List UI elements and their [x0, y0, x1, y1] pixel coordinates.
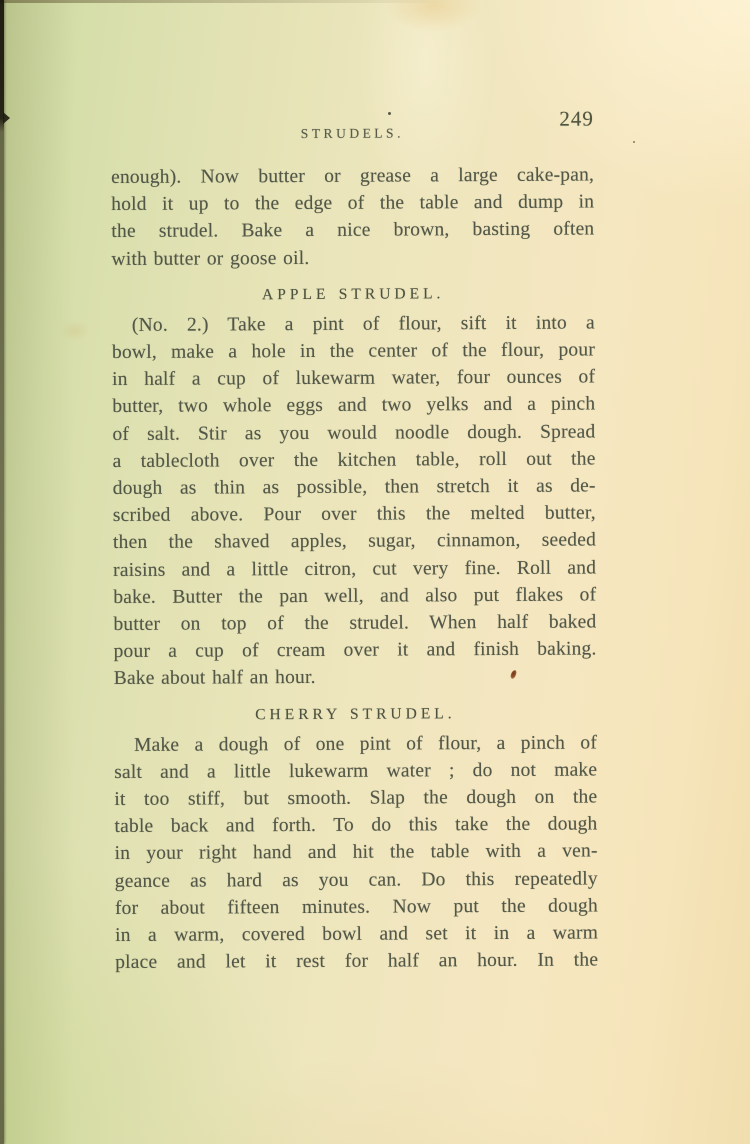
text-line: Make a dough of one pint of flour, a pinch of [134, 732, 598, 756]
text-line: dough as thin as possible, then stretch it as de- [112, 475, 596, 500]
text-line: bowl, make a hole in the center of the flour, pour [111, 339, 596, 364]
text-line: the strudel. Bake a nice brown, basting often [111, 218, 595, 243]
recipe-heading-apple-strudel: APPLE STRUDEL. [261, 285, 445, 304]
text-line: for about fifteen minutes. Now put the dough [114, 895, 598, 919]
running-header: STRUDELS. [300, 125, 404, 142]
text-line: raisins and a little citron, cut very fine. Roll and [113, 557, 597, 581]
text-line: enough). Now butter or grease a large cake-pan, [111, 164, 595, 189]
text-line: in half a cup of lukewarm water, four ounces of [112, 366, 596, 391]
text-line: table back and forth. To do this take the dough [114, 813, 598, 838]
recipe-heading-cherry-strudel: CHERRY STRUDEL. [255, 704, 456, 723]
page-header [111, 105, 594, 142]
text-line: with butter or goose oil. [111, 247, 310, 270]
text-line: Bake about half an hour. [113, 667, 316, 690]
text-line: it too stiff, but smooth. Slap the dough on the [114, 786, 598, 811]
page-top-edge-shadow [0, 0, 450, 3]
text-line: butter on top of the strudel. When half baked [113, 611, 597, 636]
paper-speck [633, 141, 635, 143]
text-line: bake. Butter the pan well, and also put flakes of [113, 584, 597, 608]
text-line: hold it up to the edge of the table and dump in [111, 191, 595, 216]
binding-edge-notch [3, 112, 10, 124]
paper-stain [60, 320, 90, 342]
text-line: then the shaved apples, sugar, cinnamon, seeded [112, 529, 597, 554]
text-line: place and let it rest for half an hour. In the [115, 949, 599, 974]
book-binding-edge [0, 0, 4, 1144]
page-number: 249 [559, 106, 594, 131]
paragraph-cherry-strudel [114, 729, 598, 976]
text-line: in your right hand and hit the table with a ven- [114, 840, 598, 865]
paragraph-apple-strudel [112, 309, 597, 692]
text-line: butter, two whole eggs and two yelks and a pinch [112, 393, 596, 418]
paragraph-intro [111, 161, 595, 272]
text-line: in a warm, covered bowl and set it in a warm [115, 922, 599, 947]
text-line: (No. 2.) Take a pint of flour, sift it into a [131, 312, 595, 336]
text-line: pour a cup of cream over it and finish baking. [113, 638, 597, 663]
text-line: of salt. Stir as you would noodle dough. Spread [112, 421, 596, 445]
text-line: geance as hard as you can. Do this repeatedly [114, 868, 598, 892]
text-line: a tablecloth over the kitchen table, roll out the [112, 448, 596, 472]
text-line: salt and a little lukewarm water ; do not make [114, 759, 598, 783]
page-text-column [111, 105, 599, 976]
text-line: scribed above. Pour over this the melted butter, [112, 502, 596, 527]
